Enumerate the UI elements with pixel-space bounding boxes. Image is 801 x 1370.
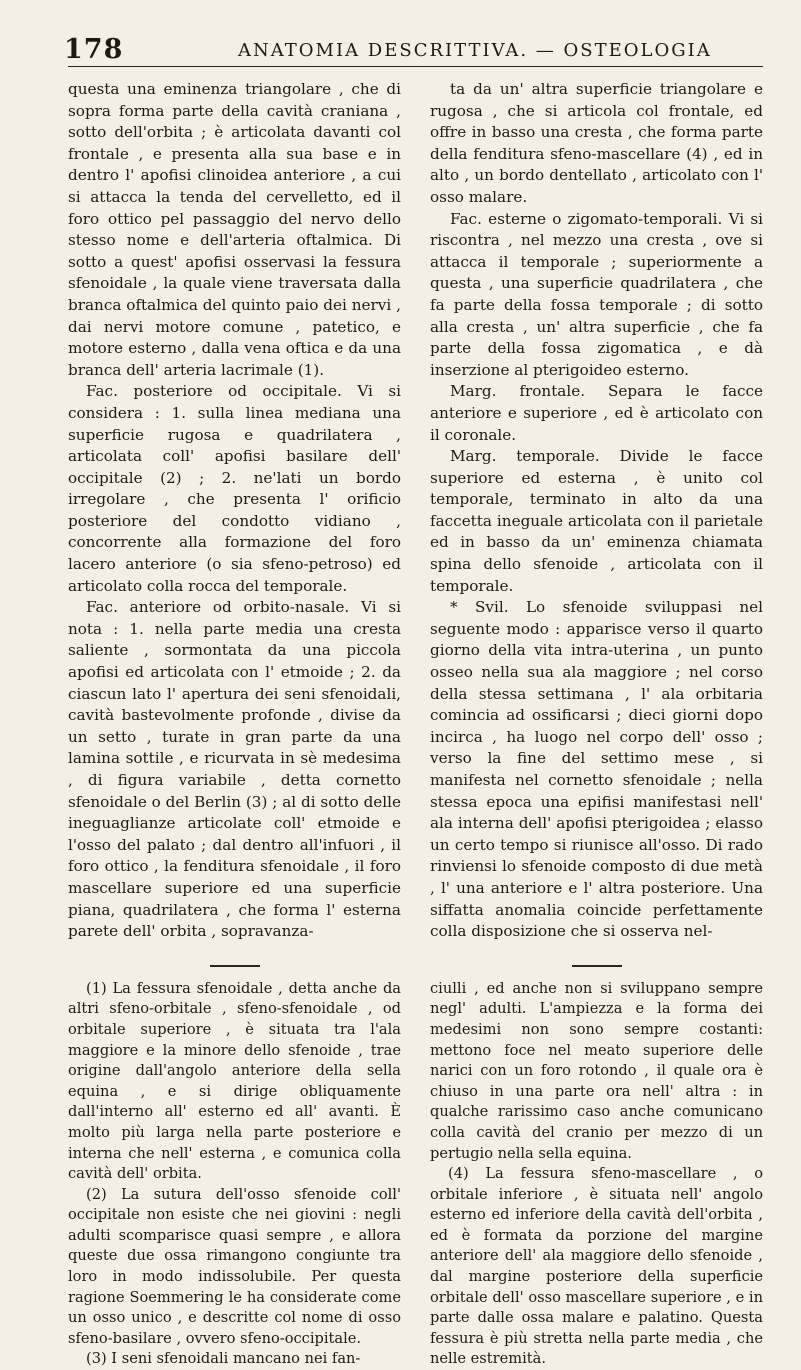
left-column [68,79,401,943]
footnote: (3) I seni sfenoidali mancano nei fan- [86,1350,361,1368]
paragraph: Marg. temporale. Divide le facce superiore ed esterna , è unito col temporale, terminato in alto da una faccetta ineguale articolata con il parietale ed in basso da un' eminenza chiamata spina dello sfenoide , articolata con il temporale. [430,447,763,595]
footnote-divider [210,965,260,967]
paragraph: Fac. anteriore od orbito-nasale. Vi si nota : 1. nella parte media una cresta saliente , sormontata da una piccola apofisi ed articolata con l' etmoide ; 2. da ciascun lato l' apertura dei seni sfenoidali, cavità bastevolmente profonde , divise da un setto , turate in gran parte da una lamina sottile , e ricurvata in sè medesima , di figura variabile , detta cornetto sfenoidale o del Berlin (3) ; al di sotto delle ineguaglianze articolate coll' etmoide e l'osso del palato ; dal dentro all'infuori , il foro ottico , la fenditura sfenoidale , il foro mascellare superiore ed una superficie piana, quadrilatera , che forma l' esterna parete dell' orbita , sopravanza- [68,598,401,941]
footnotes-right [430,943,763,1370]
footnote: ciulli , ed anche non si sviluppano sempre negl' adulti. L'ampiezza e la forma dei medesimi non sono sempre costanti: mettono foce nel meato superiore delle narici con un foro rotondo , il quale ora è chiuso in una parte ora nell' altra : in qualche rarissimo caso anche comunicano colla cavità del cranio per mezzo di un pertugio nella sella equina. [430,979,763,1162]
paragraph: questa una eminenza triangolare , che di sopra forma parte della cavità craniana , sotto dell'orbita ; è articolata davanti col frontale , e presenta alla sua base e in dentro l' apofisi clinoidea anteriore , a cui si attacca la tenda del cervelletto, ed il foro ottico pel passaggio del nervo dello stesso nome e dell'arteria oftalmica. Di sotto a quest' apofisi osservasi la fessura sfenoidale , la quale viene traversata dalla branca oftalmica del quinto paio dei nervi , dai nervi motore comune , patetico, e motore esterno , dalla vena oftica e da una branca dell' arteria lacrimale (1). [68,80,401,379]
running-title: ANATOMIA DESCRITTIVA. — OSTEOLOGIA [238,40,712,61]
paragraph: ta da un' altra superficie triangolare e rugosa , che si articola col frontale, ed offre in basso una cresta , che forma parte della fenditura sfeno-mascellare (4) , ed in alto , un bordo dentellato , articolato con l' osso malare. [430,80,763,206]
right-column [430,79,763,943]
paragraph: Marg. frontale. Separa le facce anteriore e superiore , ed è articolato con il coronale. [430,382,763,444]
footnotes-left [68,943,401,1370]
footnote: (1) La fessura sfenoidale , detta anche da altri sfeno-orbitale , sfeno-sfenoidale , od orbitale superiore , è situata tra l'ala maggiore e la minore dello sfenoide , trae origine dall'angolo anteriore della sella equina , e si dirige obliquamente dall'interno all' esterno ed all' avanti. È molto più larga nella parte posteriore e interna che nell' esterna , e comunica colla cavità dell' orbita. [68,979,401,1183]
footnote: (2) La sutura dell'osso sfenoide coll' occipitale non esiste che nei giovini : negli adulti scomparisce quasi sempre , e allora queste due ossa rimangono congiunte tra loro in modo indissolubile. Per questa ragione Soemmering le ha considerate come un osso unico , e descritte col nome di osso sfeno-basilare , ovvero sfeno-occipitale. [68,1185,401,1347]
footnote-divider [572,965,622,967]
main-text [68,79,763,943]
footnotes [68,943,763,1370]
paragraph: * Svil. Lo sfenoide sviluppasi nel seguente modo : apparisce verso il quarto giorno della vita intra-uterina , un punto osseo nella sua ala maggiore ; nel corso della stessa settimana , l' ala orbitaria comincia ad ossificarsi ; dieci giorni dopo incirca , ha luogo nel corpo dell' osso ; verso la fine del settimo mese , si manifesta nel cornetto sfenoidale ; nella stessa epoca una epifisi manifestasi nell' ala interna dell' apofisi pterigoidea ; elasso un certo tempo si riunisce all'osso. Di rado rinviensi lo sfenoide composto di due metà , l' una anteriore e l' altra posteriore. Una siffatta anomalia coincide perfettamente colla disposizione che si osserva nel- [430,598,763,941]
paragraph: Fac. esterne o zigomato-temporali. Vi si riscontra , nel mezzo una cresta , ove si attacca il temporale ; superiormente a questa , una superficie quadrilatera , che fa parte della fossa temporale ; di sotto alla cresta , un' altra superficie , che fa parte della fossa zigomatica , e dà inserzione al pterigoideo esterno. [430,209,763,379]
running-header [64,30,763,67]
footnote: (4) La fessura sfeno-mascellare , o orbitale inferiore , è situata nell' angolo esterno ed inferiore della cavità dell'orbita , ed è formata da porzione del margine anteriore dell' ala maggiore dello sfenoide , dal margine posteriore della superficie orbitale dell' osso mascellare superiore , e in parte dalle ossa malare e palatino. Questa fessura è più stretta nella parte media , che nelle estremità. [430,1165,763,1368]
paragraph: Fac. posteriore od occipitale. Vi si considera : 1. sulla linea mediana una superficie rugosa e quadrilatera , articolata coll' apofisi basilare dell' occipitale (2) ; 2. ne'lati un bordo irregolare , che presenta l' orificio posteriore del condotto vidiano , concorrente alla formazione del foro lacero anteriore (o sia sfeno-petroso) ed articolato colla rocca del temporale. [68,382,401,595]
page-number: 178 [64,34,124,65]
